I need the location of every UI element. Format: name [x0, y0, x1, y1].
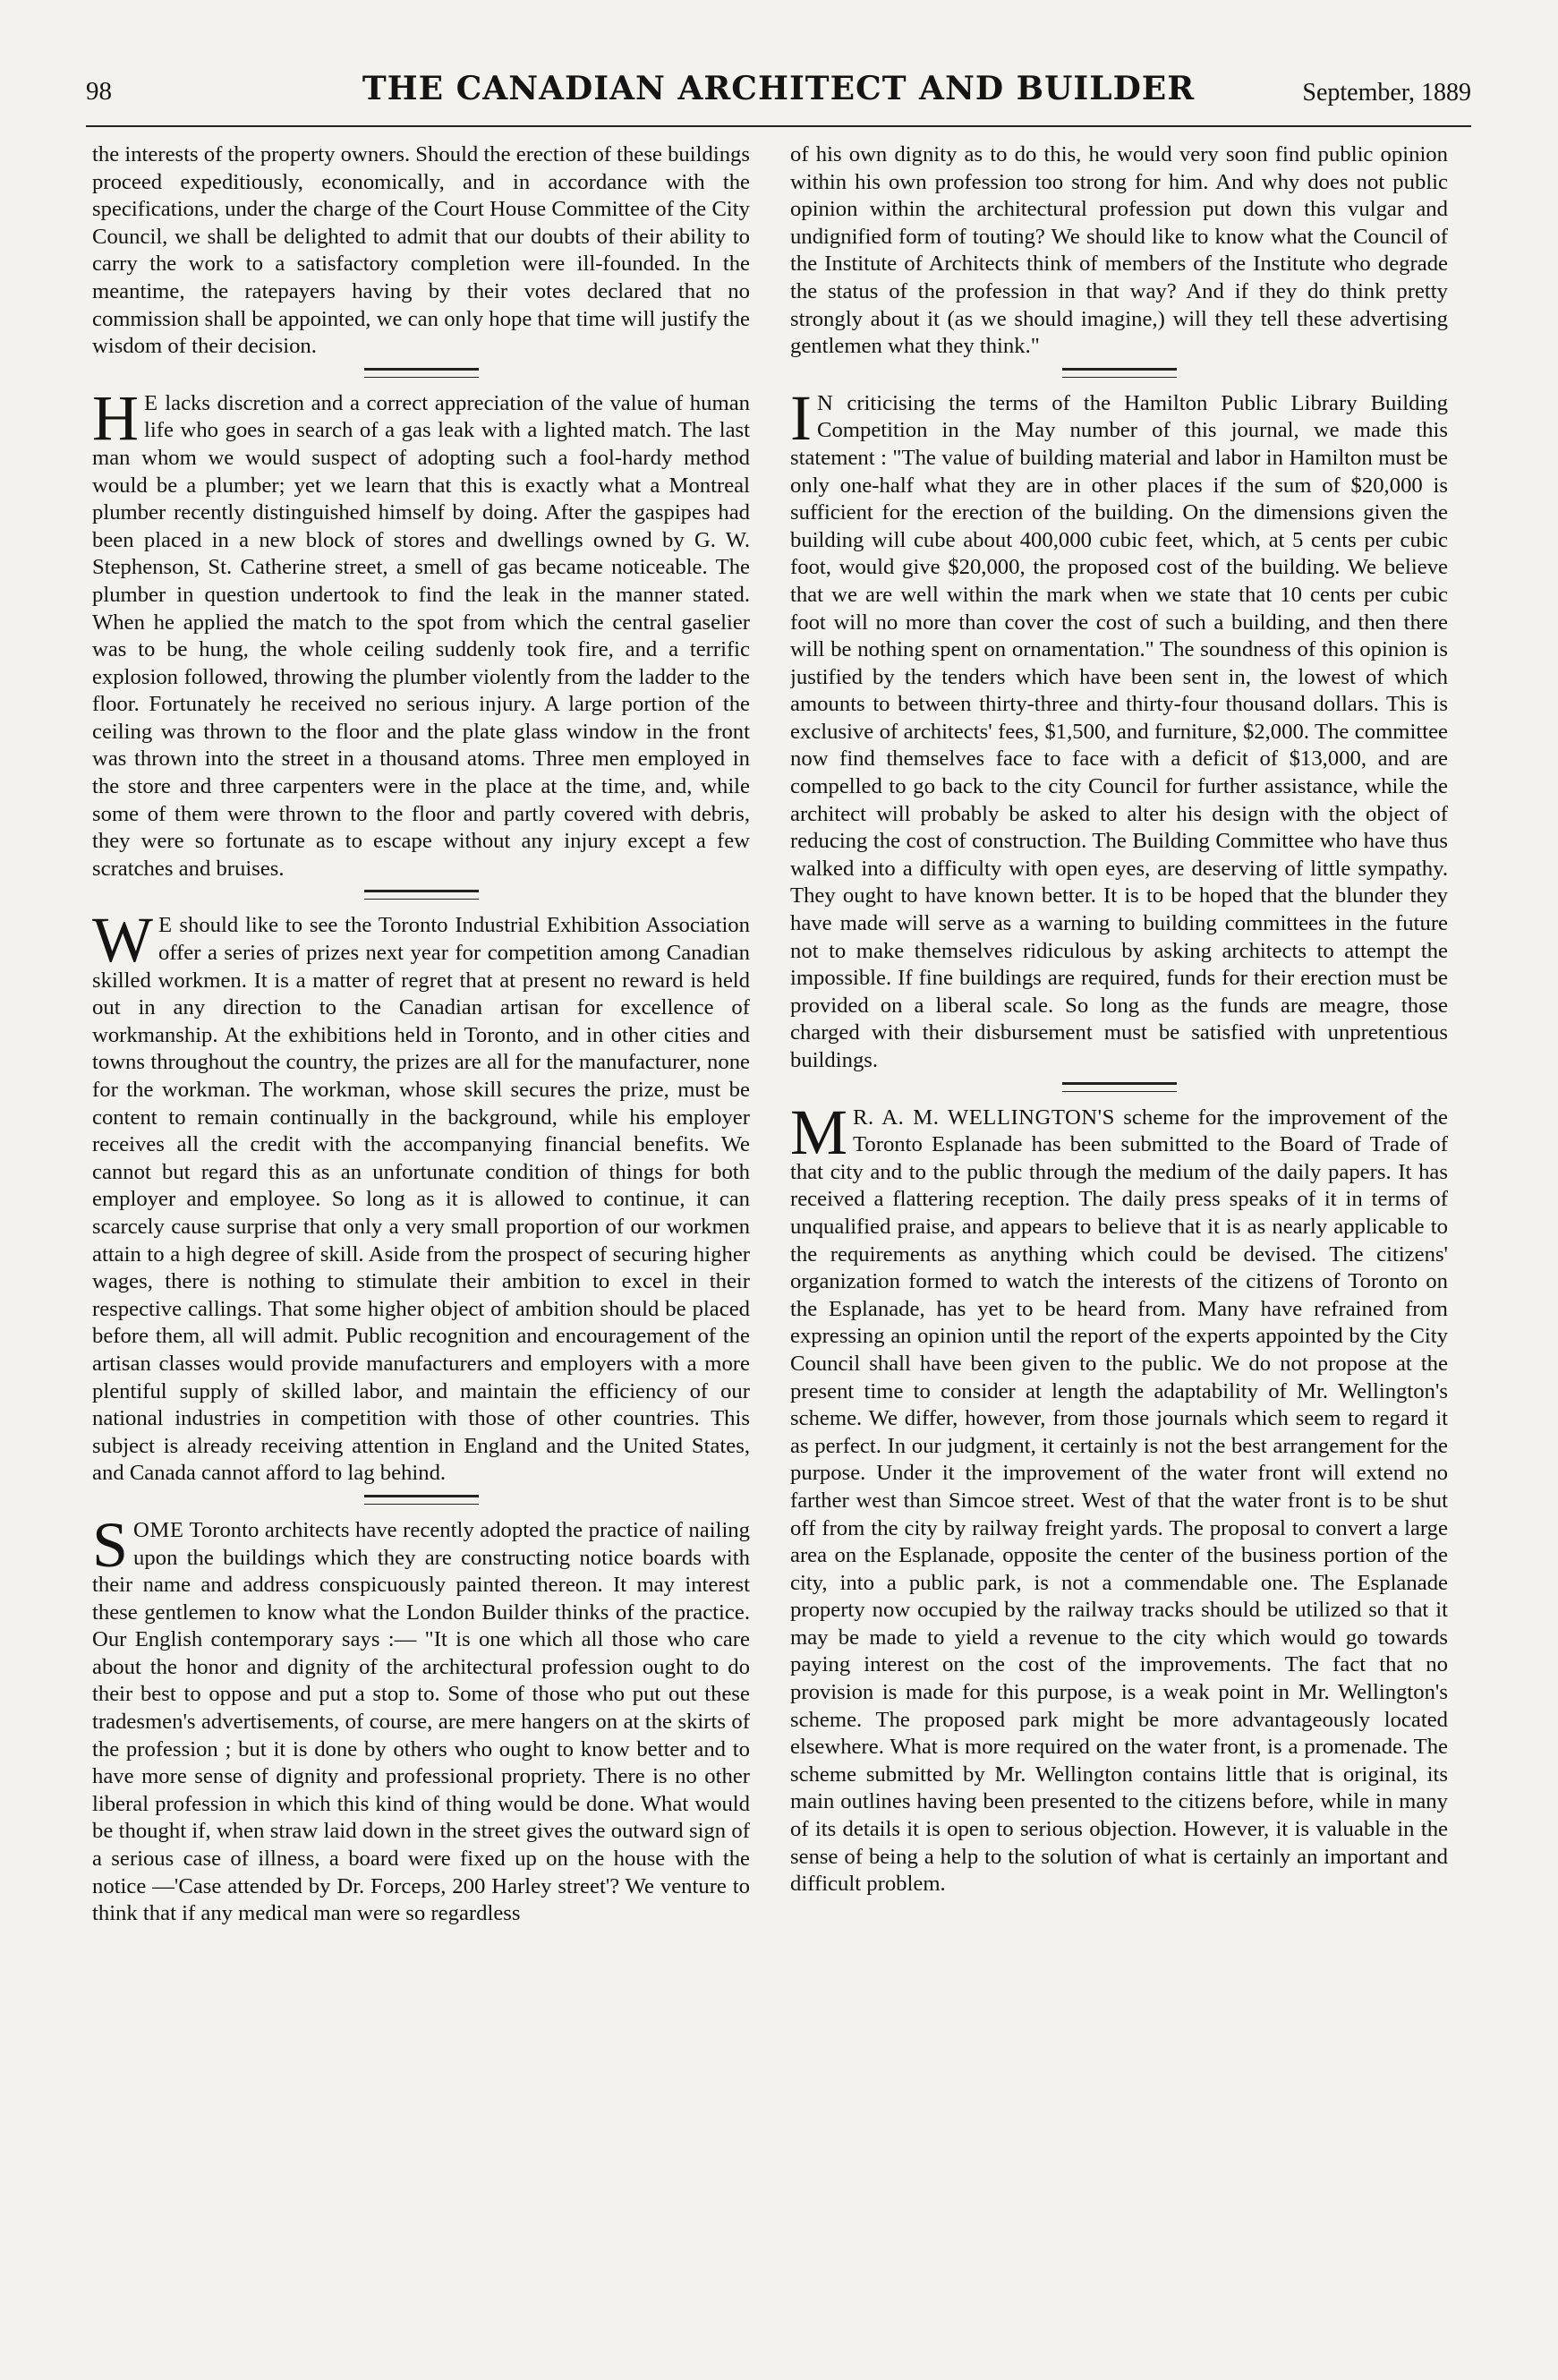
left-column — [92, 141, 750, 1930]
article-text: Toronto architects have recently adopted the practice of nailing upon the buildings which they are constructing notice boards with their name and address conspicuously painted thereon. It may interest these gentlemen to know what the London Builder thinks of the practice. Our English contemporary says :— "It is one which all those who care about the honor and dignity of the architectural profession ought to do their best to oppose and put a stop to. Some of those who put out these tradesmen's advertisements, of course, are mere hangers on at the skirts of the profession ; but it is done by others who ought to know better and to have more sense of dignity and professional propriety. There is no other liberal profession in which this kind of thing would be done. What would be thought if, when straw laid down in the street gives the outward sign of a serious case of illness, a board were fixed up on the house with the notice —'Case attended by Dr. Forceps, 200 Harley street'? We venture to think that if any medical man were so regardless — [92, 1517, 750, 1926]
continued-paragraph: the interests of the property owners. Should the erection of these buildings proceed expeditiously, economically, and in accordance with the specifications, under the charge of the Court House Committee of the City Council, we shall be delighted to admit that our doubts of their ability to carry the work to a satisfactory completion were ill-founded. In the meantime, the ratepayers having by their votes declared that no commission shall be appointed, we can only hope that time will justify the wisdom of their decision. — [92, 142, 750, 359]
lead-caps: OME — [133, 1517, 184, 1542]
article-text: lacks discretion and a correct appreciation of the value of human life who goes in search of a gas leak with a lighted match. The last man whom we would suspect of adopting such a fool-hardy method would be a plumber; yet we learn that this is exactly what a Montreal plumber recently distinguished himself by doing. After the gaspipes had been placed in a new block of stores and dwellings owned by G. W. Stephenson, St. Catherine street, a smell of gas became noticeable. The plumber in question undertook to find the leak in the manner stated. When he applied the match to the spot from which the central gaselier was to be hung, the whole ceiling suddenly took fire, and a terrific explosion followed, throwing the plumber violently from the ladder to the floor. Fortunately he received no serious injury. A large portion of the ceiling was thrown to the floor and the plate glass window in the front was thrown into the street in a thousand atoms. Three men employed in the store and three carpenters were in the place at the time, and, while some of them were thrown to the floor and partly covered with debris, they were so fortunate as to escape without any injury except a few scratches and bruises. — [92, 390, 750, 881]
issue-date: September, 1889 — [1302, 79, 1471, 107]
article-esplanade — [790, 1105, 1448, 1898]
drop-cap: H — [92, 389, 139, 454]
journal-title: THE CANADIAN ARCHITECT AND BUILDER — [362, 70, 1196, 107]
right-column — [790, 141, 1448, 1900]
page-number: 98 — [86, 77, 112, 106]
section-divider — [364, 890, 479, 900]
section-divider — [364, 1495, 479, 1505]
article-text: should like to see the Toronto Industrial Exhibition Association offer a series of prizes next year for competition among Canadian skilled workmen. It is a matter of regret that at present no reward is held out in any direction to the Canadian artisan for excellence of workmanship. At the exhibitions held in Toronto, and in other cities and towns throughout the country, the prizes are all for the manufacturer, none for the workman. The workman, whose skill secures the prize, must be content to remain continually in the background, while his employer receives all the credit with the accompanying financial benefits. We cannot but regard this as an unfortunate condition of things for both employer and employee. So long as it is allowed to continue, it can scarcely cause surprise that only a very small proportion of our workmen attain to a high degree of skill. Aside from the prospect of securing higher wages, there is nothing to stimulate their ambition to excel in their respective callings. That some higher object of ambition should be placed before them, all will admit. Public recognition and encouragement of the artisan classes would provide manufacturers and employers with a more plentiful supply of skilled labor, and maintain the efficiency of our national industries in competition with those of other countries. This subject is already receiving attention in England and the United States, and Canada cannot afford to lag behind. — [92, 913, 750, 1486]
drop-cap: I — [790, 389, 812, 454]
header-rule — [86, 125, 1471, 127]
article-exhibition — [92, 912, 750, 1487]
page-header — [86, 70, 1471, 124]
lead-caps: E — [158, 913, 173, 938]
section-divider — [1062, 1082, 1177, 1092]
drop-cap: M — [790, 1104, 848, 1168]
section-divider — [364, 368, 479, 378]
drop-cap: W — [92, 912, 153, 977]
article-library — [790, 390, 1448, 1075]
article-plumber — [92, 390, 750, 883]
lead-caps: E — [144, 390, 158, 415]
article-text: scheme for the improvement of the Toronto Esplanade has been submitted to the Board of Trade of that city and to the public through the medium of the daily papers. It has received a flattering reception. The daily press speaks of it in terms of unqualified praise, and appears to believe that it is as nearly applicable to the requirements as anything which could be devised. The citizens' organization formed to watch the interests of the citizens of Toronto on the Esplanade, has yet to be heard from. Many have refrained from expressing an opinion until the report of the experts appointed by the City Council shall have been given to the public. We do not propose at the present time to consider at length the adaptability of Mr. Wellington's scheme. We differ, however, from those journals which seem to regard it as perfect. In our judgment, it certainly is not the best arrangement for the purpose. Under it the improvement of the water front will extend no farther west than Simcoe street. West of that the water front is to be shut off from the city by railway freight yards. The proposal to convert a large area on the Esplanade, opposite the center of the business portion of the city, into a public park, is not a commendable one. The Esplanade property now occupied by the railway tracks should be utilized so that it may be made to yield a revenue to the city which would go towards paying interest on the cost of the improvements. The fact that no provision is made for this purpose, is a weak point in Mr. Wellington's scheme. The proposed park might be more advantageously located elsewhere. What is more required on the water front, is a promenade. The scheme submitted by Mr. Wellington contains little that is original, its main outlines having been presented to the citizens before, while in many of its details it is open to serious objection. However, it is valuable in the sense of being a help to the solution of what is certainly an important and difficult problem. — [790, 1105, 1448, 1897]
section-divider — [1062, 368, 1177, 378]
continued-paragraph: of his own dignity as to do this, he would very soon find public opinion within his own profession too strong for him. And why does not public opinion within the architectural profession put down this vulgar and undignified form of touting? We should like to know what the Council of the Institute of Architects think of members of the Institute who degrade the status of the profession in that way? And if they do think pretty strongly about it (as we should imagine,) will they tell these advertising gentlemen what they think." — [790, 142, 1448, 359]
lead-caps: N — [816, 390, 834, 415]
drop-cap: S — [92, 1516, 129, 1581]
article-text: criticising the terms of the Hamilton Public Library Building Competition in the May number of this journal, we made this statement : "The value of building material and labor in Hamilton must be only one-half what they are in other places if the sum of $20,000 is sufficient for the erection of the building. On the dimensions given the building will cube about 400,000 cubic feet, which, at 5 cents per cubic foot, would give $20,000, the proposed cost of the building. We believe that we are well within the mark when we state that 10 cents per cubic foot will no more than cover the cost of such a building, and then there will be nothing spent on ornamentation." The soundness of this opinion is justified by the tenders which have been sent in, the lowest of which amounts to between thirty-three and thirty-four thousand dollars. This is exclusive of architects' fees, $1,500, and furniture, $2,000. The committee now find themselves face to face with a deficit of $13,000, and are compelled to go back to the city Council for further assistance, while the architect will probably be asked to alter his design with the object of reducing the cost of construction. The Building Committee who have thus walked into a difficulty with open eyes, are deserving of little sympathy. They ought to have known better. It is to be hoped that the blunder they have made will serve as a warning to building committees in the future not to make themselves ridiculous by asking architects to attempt the impossible. If fine buildings are required, funds for their erection must be provided on a liberal scale. So long as the funds are meagre, those charged with their disbursement must be satisfied with unpretentious buildings. — [790, 390, 1448, 1072]
article-notice-boards — [92, 1517, 750, 1928]
lead-caps: R. A. M. WELLINGTON'S — [853, 1105, 1115, 1130]
